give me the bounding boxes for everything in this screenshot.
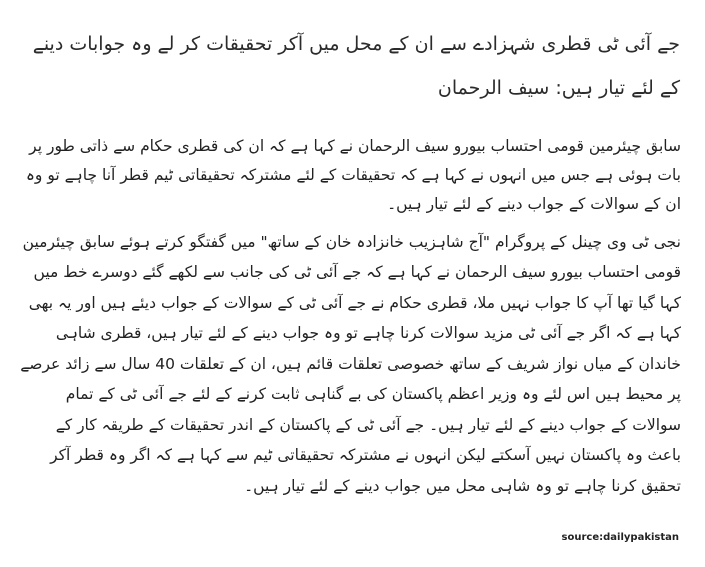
article-headline: جے آئی ٹی قطری شہزادے سے ان کے محل میں آکر تحقیقات کر لے وہ جوابات دینے کے لئے تیار ہیں: سیف الرحمان xyxy=(32,33,680,99)
article-paragraph-2: نجی ٹی وی چینل کے پروگرام "آج شاہزیب خانزادہ خان کے ساتھ" میں گفتگو کرتے ہوئے سابق چیئرمین قومی احتساب بیورو سیف الرحمان نے کہا ہے کہ جے آئی ٹی کی جانب سے لکھے گئے دوسرے خط میں کہا گیا تھا آپ کا جواب نہیں ملا، قطری حکام نے جے آئی ٹی کے سوالات کے جواب دیئے ہیں اور یہ بھی کہا ہے کہ اگر جے آئی ٹی مزید سوالات کرنا چاہے تو وہ جواب دینے کے لئے تیار ہیں، قطری شاہی خاندان کے میاں نواز شریف کے ساتھ خصوصی تعلقات قائم ہیں، ان کے تعلقات 40 سال سے زائد عرصے پر محیط ہیں اس لئے وہ وزیر اعظم پاکستان کی بے گناہی ثابت کرنے کے لئے جے آئی ٹی کے تمام سوالات کے جواب دینے کے لئے تیار ہیں۔ جے آئی ٹی کے پاکستان کے اندر تحقیقات کے طریقہ کار کے باعث وہ پاکستان نہیں آسکتے لیکن انہوں نے مشترکہ تحقیقاتی ٹیم سے کہا ہے کہ اگر وہ قطر آکر تحقیق کرنا چاہے تو وہ شاہی محل میں جواب دینے کے لئے تیار ہیں۔ xyxy=(20,232,681,495)
article-paragraph-1: سابق چیئرمین قومی احتساب بیورو سیف الرحمان نے کہا ہے کہ ان کی قطری حکام سے ذاتی طور پر بات ہوئی ہے جس میں انہوں نے کہا ہے کہ تحقیقات کے لئے مشترکہ تحقیقاتی ٹیم قطر آنا چاہے تو وہ ان کے سوالات کے جواب دینے کے لئے تیار ہیں۔ xyxy=(25,136,681,213)
source-credit: source:dailypakistan xyxy=(561,532,679,543)
